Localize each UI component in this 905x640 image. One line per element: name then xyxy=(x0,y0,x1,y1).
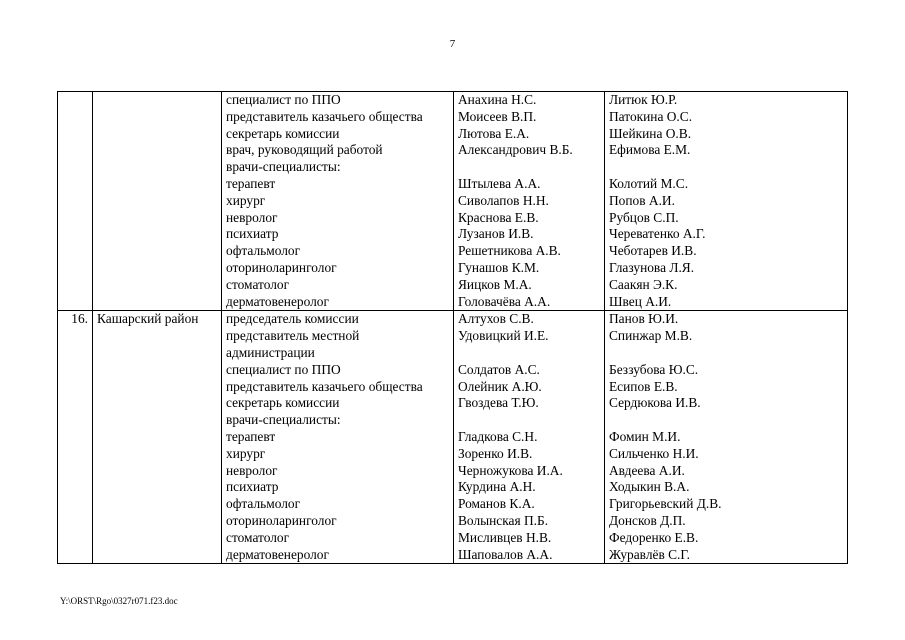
role-line: терапевт xyxy=(226,428,276,444)
member-line: Волынская П.Б. xyxy=(458,512,549,528)
role-line: невролог xyxy=(226,209,278,225)
table-row xyxy=(58,92,848,311)
role-line: представитель казачьего общества xyxy=(226,378,423,394)
reserve-line: Рубцов С.П. xyxy=(609,209,679,225)
committee-table xyxy=(57,91,848,564)
role-line: председатель комиссии xyxy=(226,311,359,327)
role-line: секретарь комиссии xyxy=(226,125,340,141)
reserve-line: Чеботарев И.В. xyxy=(609,243,697,259)
member-line: Яицков М.А. xyxy=(458,276,532,292)
reserve-line: Ефимова Е.М. xyxy=(609,142,691,158)
district-cell: Кашарский район xyxy=(93,311,222,564)
member-line xyxy=(458,159,604,176)
member-line: Головачёва А.А. xyxy=(458,293,551,309)
role-line: представитель казачьего общества xyxy=(226,108,423,124)
reserve-line xyxy=(609,345,847,362)
role-column-cell xyxy=(222,311,454,564)
reserve-line: Патокина О.С. xyxy=(609,108,693,124)
reserve-line: Донсков Д.П. xyxy=(609,512,686,528)
reserve-line: Швец А.И. xyxy=(609,293,672,309)
reserve-line: Спинжар М.В. xyxy=(609,328,693,344)
role-line: секретарь комиссии xyxy=(226,395,340,411)
role-line: невролог xyxy=(226,462,278,478)
member-line: Романов К.А. xyxy=(458,496,535,512)
reserve-line: Есипов Е.В. xyxy=(609,378,678,394)
member-column-cell xyxy=(454,311,605,564)
role-line: хирург xyxy=(226,192,266,208)
role-line: стоматолог xyxy=(226,529,290,545)
role-line: стоматолог xyxy=(226,276,290,292)
member-line: Моисеев В.П. xyxy=(458,108,537,124)
reserve-column-cell xyxy=(605,311,848,564)
role-column-cell xyxy=(222,92,454,311)
member-line: Александрович В.Б. xyxy=(458,142,573,158)
member-line: Лузанов И.В. xyxy=(458,226,534,242)
reserve-line: Ходыкин В.А. xyxy=(609,479,690,495)
member-line: Зоренко И.В. xyxy=(458,445,533,461)
role-line: представитель местной xyxy=(226,328,360,344)
reserve-line xyxy=(609,159,847,176)
role-line: специалист по ППО xyxy=(226,92,341,107)
reserve-line: Фомин М.И. xyxy=(609,428,681,444)
reserve-line: Глазунова Л.Я. xyxy=(609,259,695,275)
member-line: Гладкова С.Н. xyxy=(458,428,538,444)
role-line: психиатр xyxy=(226,479,279,495)
reserve-line: Колотий М.С. xyxy=(609,175,689,191)
role-line: оториноларинголог xyxy=(226,259,337,275)
district-cell xyxy=(93,92,222,311)
reserve-line: Авдеева А.И. xyxy=(609,462,685,478)
role-line: офтальмолог xyxy=(226,496,301,512)
role-line: врачи-специалисты: xyxy=(226,412,341,428)
member-line: Штылева А.А. xyxy=(458,175,541,191)
member-line: Олейник А.Ю. xyxy=(458,378,542,394)
reserve-line: Череватенко А.Г. xyxy=(609,226,706,242)
role-line: врач, руководящий работой xyxy=(226,142,383,158)
document-file-path: Y:\ORST\Rgo\0327r071.f23.doc xyxy=(60,596,178,606)
reserve-line: Попов А.И. xyxy=(609,192,675,208)
role-line: офтальмолог xyxy=(226,243,301,259)
member-line: Лютова Е.А. xyxy=(458,125,530,141)
member-line: Сиволапов Н.Н. xyxy=(458,192,549,208)
reserve-line xyxy=(609,412,847,429)
member-line: Шаповалов А.А. xyxy=(458,546,553,562)
role-line: администрации xyxy=(226,344,315,360)
role-line: дерматовенеролог xyxy=(226,546,329,562)
member-line xyxy=(458,412,604,429)
reserve-line: Шейкина О.В. xyxy=(609,125,692,141)
row-number-cell xyxy=(58,92,93,311)
member-line: Краснова Е.В. xyxy=(458,209,539,225)
reserve-line: Журавлёв С.Г. xyxy=(609,546,690,562)
member-line: Гвоздева Т.Ю. xyxy=(458,395,539,411)
role-line: дерматовенеролог xyxy=(226,293,329,309)
reserve-line: Федоренко Е.В. xyxy=(609,529,699,545)
role-line: оториноларинголог xyxy=(226,512,337,528)
reserve-line: Сильченко Н.И. xyxy=(609,445,699,461)
member-line: Анахина Н.С. xyxy=(458,92,537,107)
row-number-cell: 16. xyxy=(58,311,93,564)
member-line: Курдина А.Н. xyxy=(458,479,536,495)
reserve-line: Беззубова Ю.С. xyxy=(609,361,699,377)
member-line: Решетникова А.В. xyxy=(458,243,561,259)
role-line: специалист по ППО xyxy=(226,361,341,377)
reserve-line: Григорьевский Д.В. xyxy=(609,496,722,512)
member-line xyxy=(458,345,604,362)
role-line: хирург xyxy=(226,445,266,461)
role-line: терапевт xyxy=(226,175,276,191)
reserve-line: Сердюкова И.В. xyxy=(609,395,701,411)
table-row xyxy=(58,311,848,564)
reserve-line: Панов Ю.И. xyxy=(609,311,679,327)
member-column-cell xyxy=(454,92,605,311)
reserve-line: Саакян Э.К. xyxy=(609,276,678,292)
reserve-line: Литюк Ю.Р. xyxy=(609,92,678,107)
role-line: врачи-специалисты: xyxy=(226,159,341,175)
member-line: Солдатов А.С. xyxy=(458,361,540,377)
member-line: Алтухов С.В. xyxy=(458,311,534,327)
reserve-column-cell xyxy=(605,92,848,311)
member-line: Гунашов К.М. xyxy=(458,259,540,275)
member-line: Удовицкий И.Е. xyxy=(458,328,549,344)
table-body xyxy=(58,92,848,564)
member-line: Черножукова И.А. xyxy=(458,462,563,478)
page-number: 7 xyxy=(449,38,456,50)
role-line: психиатр xyxy=(226,226,279,242)
member-line: Мисливцев Н.В. xyxy=(458,529,552,545)
